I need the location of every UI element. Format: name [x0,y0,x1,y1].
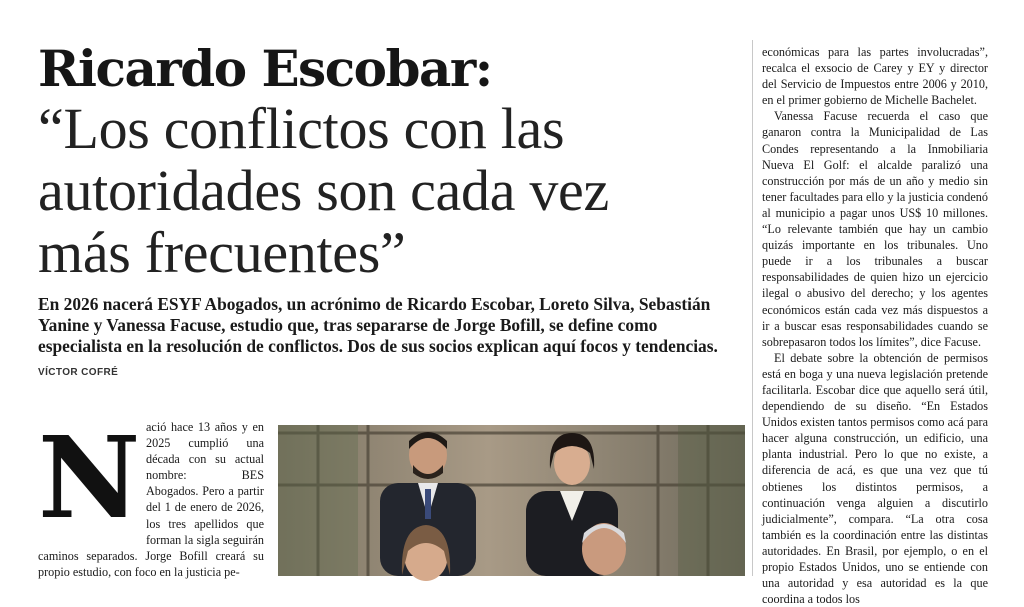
partners-photo [278,425,745,576]
byline: VÍCTOR COFRÉ [38,367,119,378]
column-divider [752,40,753,576]
lead-paragraph: En 2026 nacerá ESYF Abogados, un acrónimo de Ricardo Escobar, Loreto Silva, Sebastián Yanine y Vanessa Facuse, estudio que, tras separarse de Jorge Bofill, se define como especialista en la resolución de conflictos. Dos de sus socios explican aquí focos y tendencias. [38,294,718,356]
headline-quote: “Los conflictos con las autoridades son cada vez más frecuentes” [38,96,609,285]
paragraph: Vanessa Facuse recuerda el caso que ganaron contra la Municipalidad de Las Condes representando a la Inmobiliaria Nueva El Golf: el alcalde paralizó una construcción por más de un año y medio sin tener facultades para ello y la justicia condenó al municipio a pagar unos US$ 10 millones. “Lo relevante también que hay un cambio quizás importante en los tribunales. Uno puede ir a los tribunales a buscar responsabilidades de quien hizo un ejercicio ilegal o abusivo del derecho; y los agentes económicos están cada vez más dispuestos a ir a buscar esas responsabilidades cuando se sobrepasaron todos los límites”, dice Facuse. [762,109,988,349]
headline-name: Ricardo Escobar: [38,39,492,98]
body-column-left [38,413,264,579]
partners-photo-image [278,425,745,576]
body-text-left: ació hace 13 años y en 2025 cumplió una década con su actual nombre: BES Abogados. Pero a partir del 1 de enero de 2026, los tres apellidos que forman la sigla seguirán caminos separados. Jorge Bofill creará su propio estudio, con foco en la justicia pe- [38,420,264,579]
drop-cap: N [38,413,141,544]
paragraph: económicas para las partes involucradas”, recalca el exsocio de Carey y EY y director del Servicio de Impuestos entre 2006 y 2010, en el primer gobierno de Michelle Bachelet. [762,45,988,108]
paragraph: El debate sobre la obtención de permisos está en boga y una nueva legislación pretende facilitarla. Escobar dice que aquello será útil, dependiendo de su diseño. “En Estados Unidos existen tantos permisos como acá para hacer alguna construcción, un edificio, una planta industrial. Pero lo que no existe, a diferencia de acá, es que una vez que tú obtienes los distintos permisos, a continuación venga alguien a discutirlo judicialmente”, compara. “La otra cosa también es la coordinación entre las distintas autoridades. En Brasil, por ejemplo, o en el propio Estados Unidos, uno se entiende con una autoridad y esa autoridad es la que coordina a todos los [762,350,988,607]
body-column-right [762,44,988,607]
